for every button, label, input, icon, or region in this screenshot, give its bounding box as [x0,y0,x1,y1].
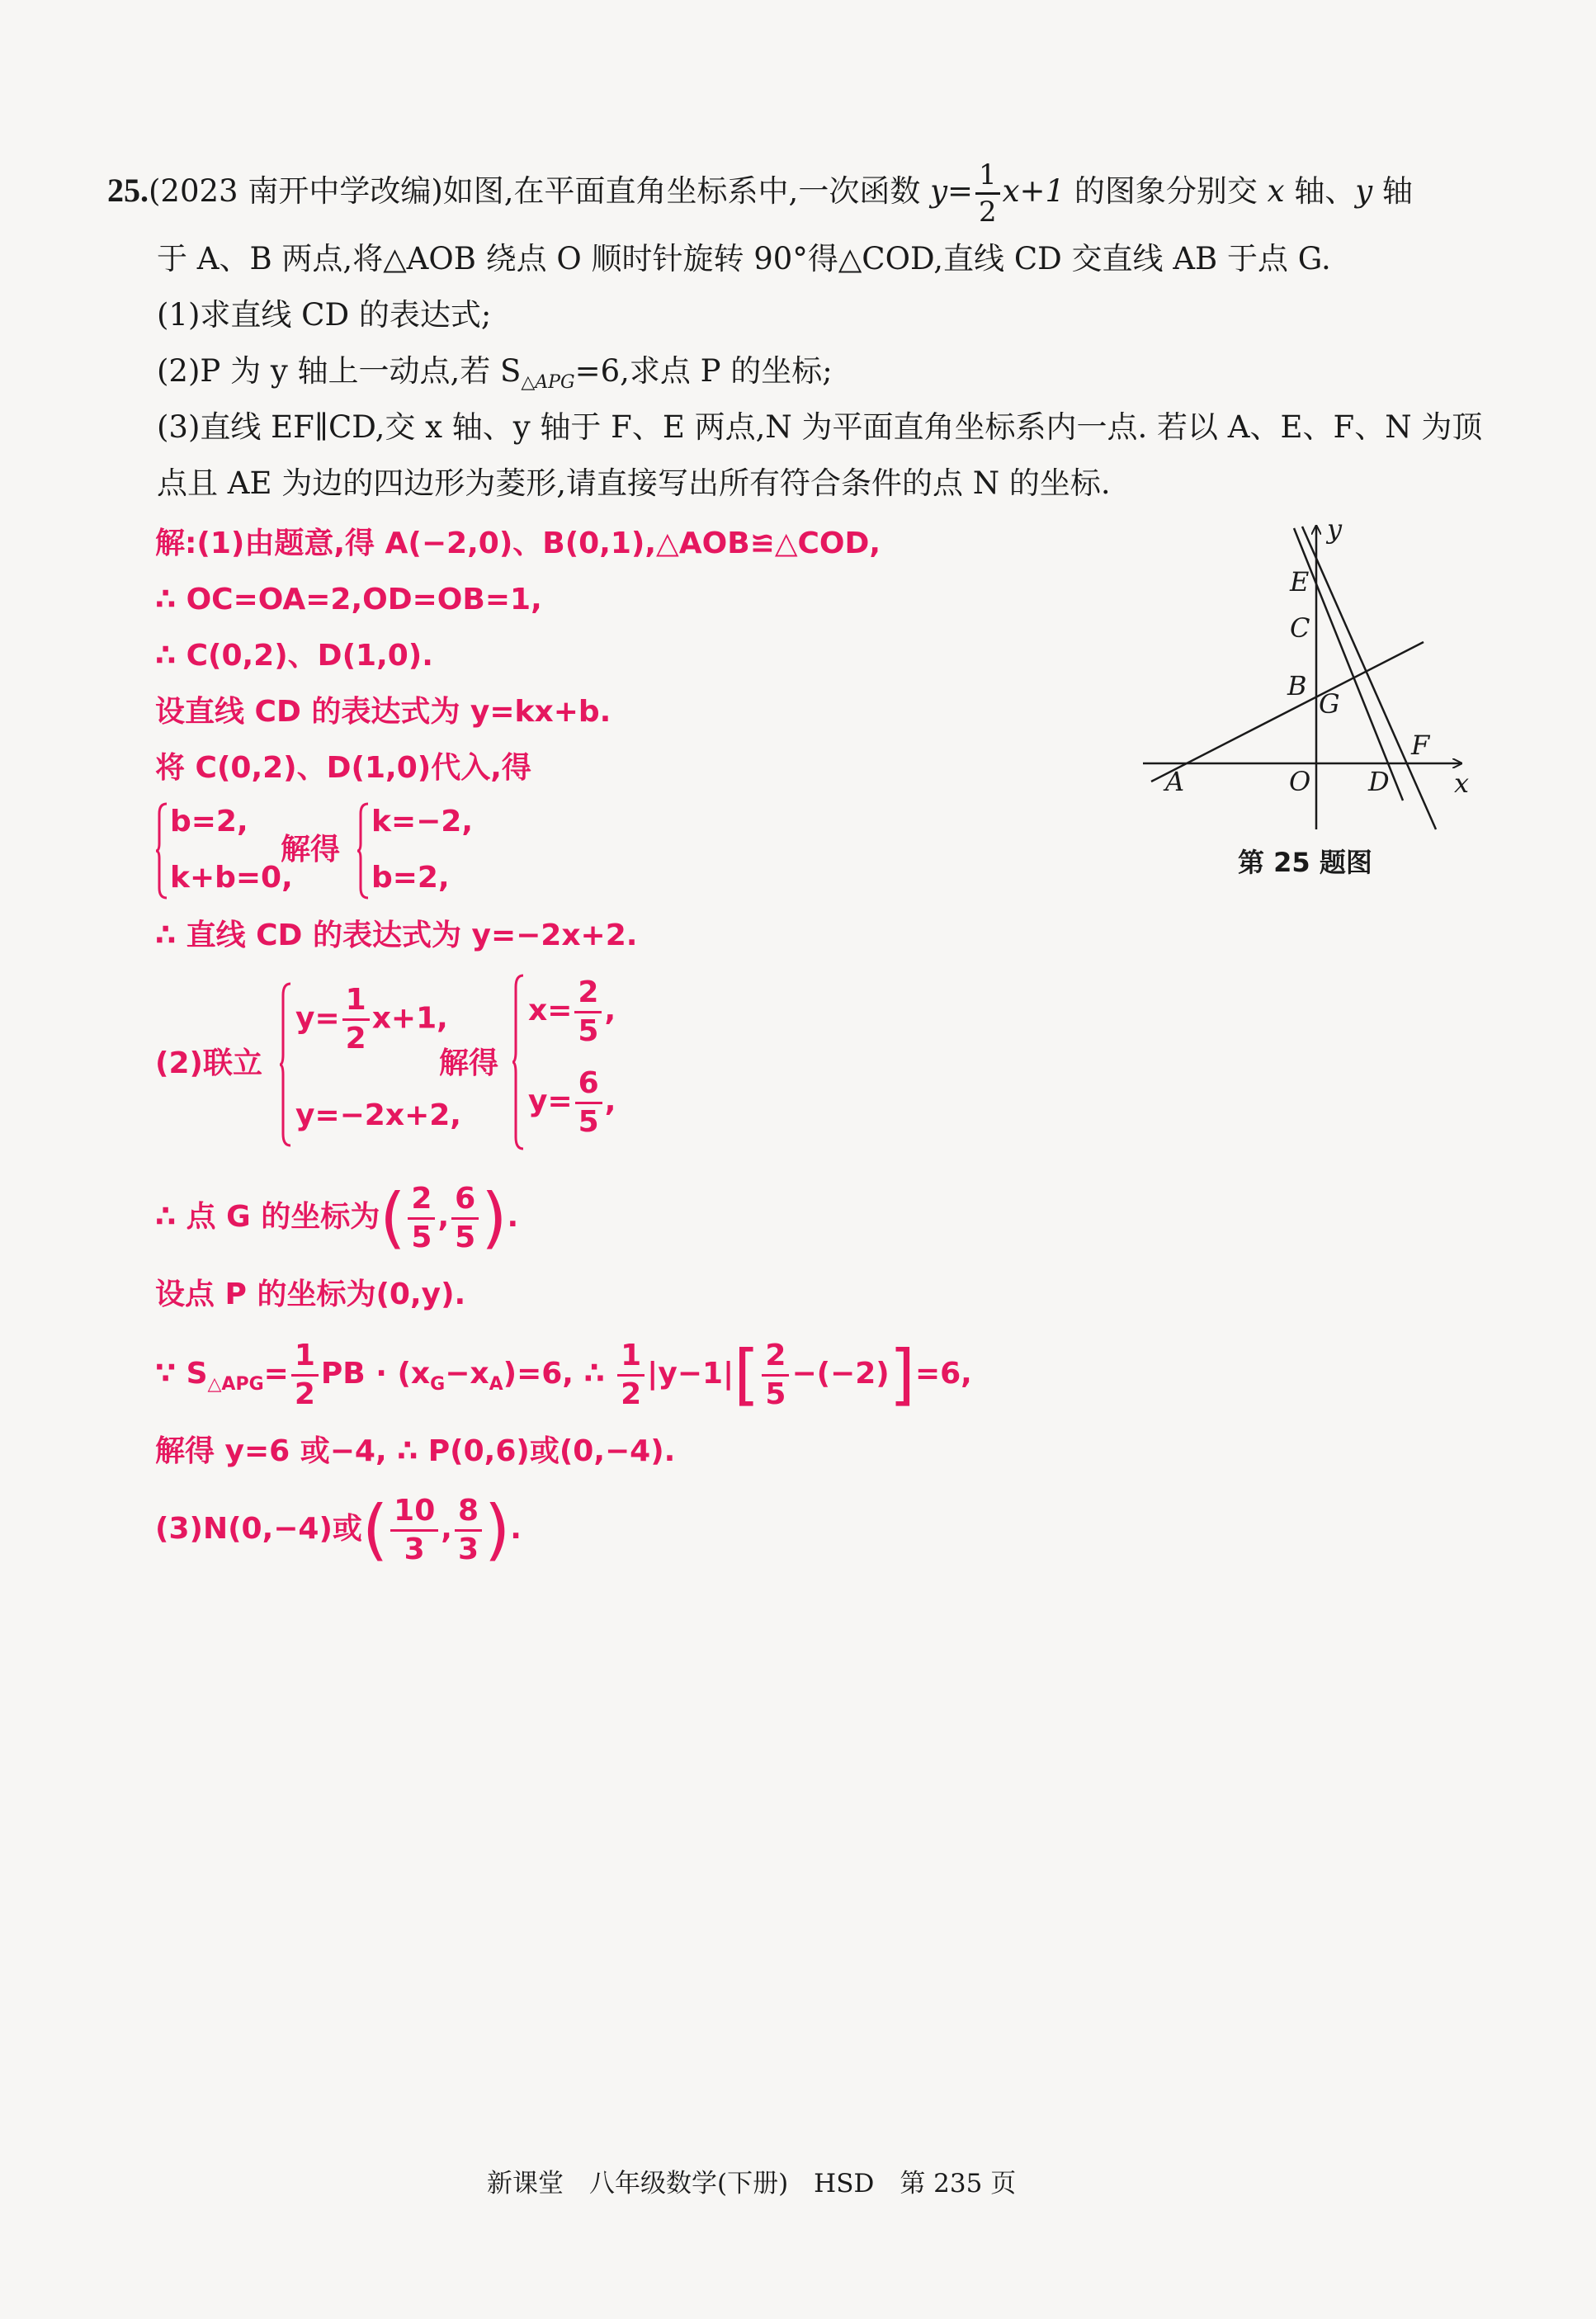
sys1-eq-2: k+b=0, [170,861,293,895]
frac-num: 10 [390,1496,438,1532]
frac-num: 1 [617,1341,645,1377]
frac-den: 2 [294,1377,315,1411]
part2-label: (2)联立 [155,1046,262,1080]
text: , [604,1084,616,1118]
label-g: G [1319,688,1340,720]
frac-den: 5 [455,1220,476,1254]
frac-den: 2 [621,1377,642,1411]
question-3-line-1: (3)直线 EF∥CD,交 x 轴、y 轴于 F、E 两点,N 为平面直角坐标系内一点. 若以 A、E、F、N 为顶 [157,409,1483,445]
frac-num: 2 [574,978,602,1013]
text: −(−2) [791,1357,890,1391]
sys2-result-1 [528,974,616,1048]
frac-den: 5 [578,1104,599,1139]
text: , [604,994,616,1027]
text: , [437,1200,450,1234]
problem-text: 如图,在平面直角坐标系中,一次函数 [442,173,921,209]
part3-answer [155,1492,522,1567]
fraction [390,1493,438,1566]
subscript: A [489,1374,503,1395]
sys2-eq-1 [295,985,448,1054]
problem-line-1 [107,158,1413,229]
point-g-line [155,1180,518,1255]
fraction [617,1338,645,1411]
subscript: G [430,1374,446,1395]
fraction [575,1065,602,1139]
label-b: B [1287,670,1307,701]
question-1: (1)求直线 CD 的表达式; [157,297,492,333]
problem-line-2: 于 A、B 两点,将△AOB 绕点 O 顺时针旋转 90°得△COD,直线 CD 交直线 AB 于点 G. [157,241,1331,276]
paren-left: ( [380,1179,406,1256]
text: . [510,1512,522,1546]
solution-line-5: 将 C(0,2)、D(1,0)代入,得 [155,751,531,785]
label-e: E [1290,566,1310,597]
text: PB · (x [320,1357,431,1391]
frac-den: 2 [345,1022,366,1056]
equation-system-1 [155,802,502,901]
fraction [291,1338,319,1411]
text: =6, [914,1357,972,1391]
fraction [574,975,602,1048]
fraction [762,1338,789,1411]
problem-number: 25. [107,172,149,209]
sys2-eq-2: y=−2x+2, [295,1098,461,1132]
frac-den: 5 [578,1013,599,1048]
q2-text: =6,求点 P 的坐标; [574,353,833,389]
coordinate-figure [1131,512,1494,834]
bracket-right: ] [889,1336,915,1413]
q2-sub: △APG [521,372,575,393]
frac-den: 5 [765,1377,786,1411]
frac-num: 2 [408,1184,435,1220]
fraction [451,1181,479,1254]
fraction [455,1493,482,1566]
frac-num: 1 [342,985,370,1021]
solution-solve-line: 解得 y=6 或−4, ∴ P(0,6)或(0,−4). [155,1434,676,1468]
label-c: C [1290,612,1310,644]
page-footer: 新课堂 八年级数学(下册) HSD 第 235 页 [487,2169,1017,2199]
line-ab [1151,642,1424,782]
brace-icon [155,802,170,900]
text: . [507,1200,519,1234]
text: ∴ 点 G 的坐标为 [155,1200,380,1234]
text: y= [295,1001,340,1036]
paren-right: ) [481,1179,508,1256]
frac-num: 6 [451,1184,479,1220]
eq-sign: = [947,173,974,209]
brace-icon [357,802,371,900]
eq-rest: x+1 [1002,173,1065,209]
fraction [975,158,1000,229]
problem-text: 的图象分别交 [1074,173,1258,209]
frac-den: 2 [979,196,997,229]
subscript: △APG [207,1374,264,1395]
text: , [441,1512,452,1546]
question-2 [157,352,833,403]
axis-y: y [1355,173,1373,209]
solution-line-6: ∴ 直线 CD 的表达式为 y=−2x+2. [155,919,638,952]
frac-num: 6 [575,1069,602,1104]
frac-den: 5 [411,1220,432,1254]
brace-icon [279,982,294,1147]
area-equation-line [155,1337,972,1422]
brace-icon [512,974,526,1150]
problem-text: 轴、 [1294,173,1356,209]
axis-x: x [1267,173,1285,209]
text: ∵ S [155,1357,208,1391]
solution-line-4: 设直线 CD 的表达式为 y=kx+b. [155,695,611,729]
fraction [342,985,370,1054]
bracket-left: [ [734,1336,760,1413]
eq-var: y [930,173,947,209]
sys1-eq-1: b=2, [170,805,248,838]
figure-caption: 第 25 题图 [1238,847,1372,878]
solution-line-3: ∴ C(0,2)、D(1,0). [155,639,433,673]
sys1-result-2: b=2, [371,861,450,895]
sys2-result-2 [528,1065,616,1139]
solution-line-1: 解:(1)由题意,得 A(−2,0)、B(0,1),△AOB≌△COD, [155,527,881,560]
text: |y−1| [647,1357,734,1391]
frac-den: 3 [404,1532,425,1566]
question-3-line-2: 点且 AE 为边的四边形为菱形,请直接写出所有符合条件的点 N 的坐标. [157,465,1111,501]
frac-den: 3 [457,1532,479,1566]
label-x: x [1454,767,1470,799]
solution-line-2: ∴ OC=OA=2,OD=OB=1, [155,583,542,616]
text: x= [528,994,573,1027]
paren-left: ( [361,1491,389,1568]
text: −x [445,1357,489,1391]
text: )=6, ∴ [503,1357,605,1391]
paren-right: ) [484,1491,511,1568]
frac-num: 2 [762,1341,789,1377]
frac-num: 1 [975,161,1000,195]
text: = [263,1357,289,1391]
fraction [408,1181,435,1254]
text: x+1, [371,1001,448,1036]
sys2-solve-word: 解得 [439,1046,499,1080]
label-o: O [1289,766,1311,797]
sys1-result-1: k=−2, [371,805,473,838]
line-cd [1294,528,1403,801]
frac-num: 1 [291,1341,319,1377]
equation-system-2 [155,974,617,1155]
label-y: y [1327,513,1343,545]
problem-text: 轴 [1381,173,1413,209]
label-a: A [1165,766,1185,797]
label-f: F [1411,730,1430,761]
frac-num: 8 [455,1496,482,1532]
q2-text: (2)P 为 y 轴上一动点,若 S [157,353,522,389]
text: y= [528,1084,573,1118]
label-d: D [1368,766,1390,797]
sys1-solve-word: 解得 [281,833,341,867]
solution-p-set: 设点 P 的坐标为(0,y). [155,1278,466,1311]
problem-source: (2023 南开中学改编) [149,173,443,209]
text: (3)N(0,−4)或 [155,1512,362,1546]
